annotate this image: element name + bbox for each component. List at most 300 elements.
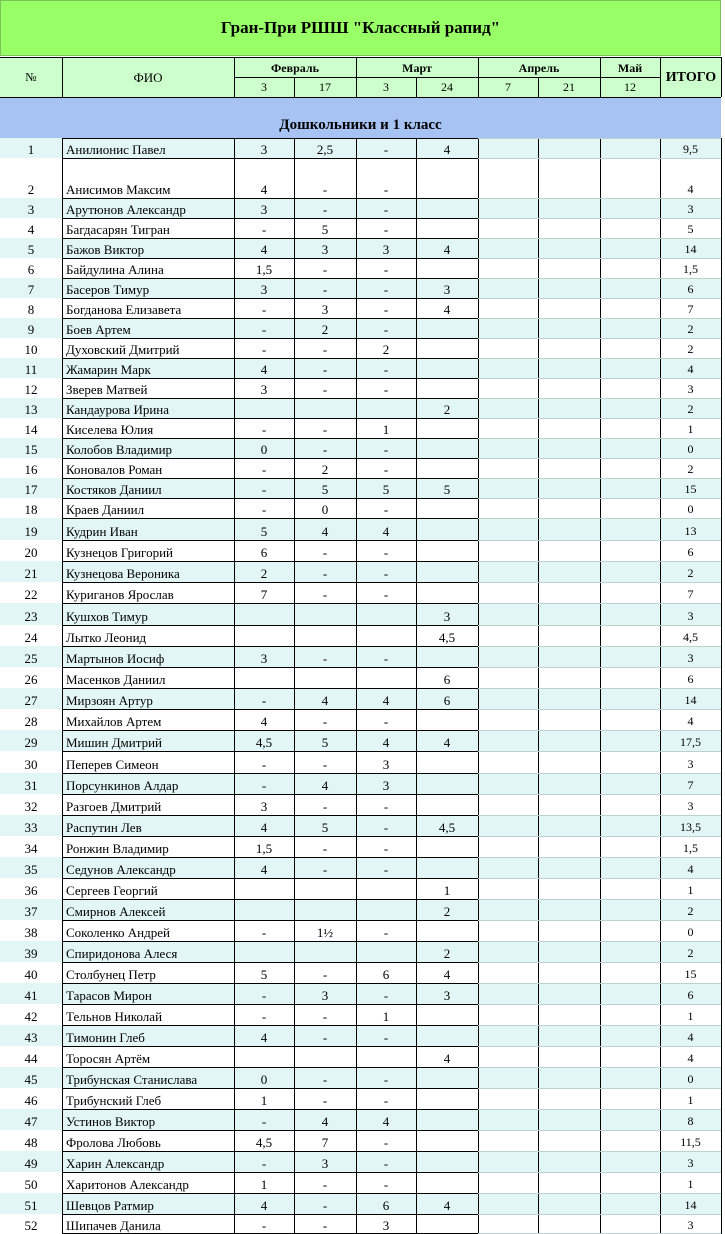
score-cell: -	[322, 1177, 328, 1192]
total-score: 3	[687, 1218, 694, 1232]
player-name: Соколенко Андрей	[66, 925, 170, 940]
score-cell: -	[261, 1009, 267, 1024]
score-cell: -	[383, 1177, 389, 1192]
total-score: 0	[687, 925, 694, 939]
table-row	[0, 836, 721, 857]
total-score: 4	[687, 182, 694, 196]
grid-line	[478, 709, 721, 710]
score-cell: 1	[443, 883, 451, 898]
grid-line	[478, 941, 721, 942]
total-score: 2	[687, 322, 694, 336]
player-name: Разгоев Дмитрий	[66, 799, 162, 814]
player-name: Краев Даниил	[66, 502, 145, 517]
total-score: 4	[687, 362, 694, 376]
score-cell: 4	[321, 693, 329, 708]
table-row	[0, 815, 721, 836]
score-cell: -	[261, 502, 267, 517]
table-row	[0, 1130, 721, 1151]
grid-line	[62, 238, 478, 239]
player-name: Куриганов Ярослав	[66, 587, 174, 602]
score-cell: 4	[321, 524, 329, 539]
grid-line	[721, 57, 722, 97]
score-cell: 1	[382, 422, 390, 437]
score-cell: 7	[321, 1135, 329, 1150]
score-cell: -	[322, 262, 328, 277]
row-number: 48	[24, 1135, 38, 1150]
score-cell: 5	[260, 967, 268, 982]
score-cell: 4	[382, 693, 390, 708]
total-score: 14	[684, 693, 697, 707]
row-number: 37	[24, 904, 38, 919]
grid-line	[62, 1025, 478, 1026]
score-cell: -	[383, 714, 389, 729]
score-cell: -	[383, 1156, 389, 1171]
total-score: 3	[687, 202, 694, 216]
player-name: Мишин Дмитрий	[66, 735, 162, 750]
grid-line	[62, 498, 478, 499]
grid-line	[478, 478, 721, 479]
table-row	[0, 358, 721, 378]
row-number: 51	[24, 1198, 38, 1213]
player-name: Жамарин Марк	[66, 362, 151, 377]
score-cell: -	[383, 202, 389, 217]
score-cell: 4,5	[438, 630, 456, 645]
score-cell: 6	[382, 1198, 390, 1213]
total-score: 2	[687, 566, 694, 580]
grid-line	[478, 358, 721, 359]
grid-line	[62, 1151, 478, 1152]
grid-line	[62, 138, 63, 1234]
grid-line	[62, 794, 478, 795]
table-row	[0, 398, 721, 418]
score-cell: 3	[321, 302, 329, 317]
score-cell: -	[322, 422, 328, 437]
total-score: 4	[687, 1030, 694, 1044]
table-row	[0, 478, 721, 498]
score-cell: -	[261, 342, 267, 357]
score-cell: 2	[382, 342, 390, 357]
row-number: 22	[24, 587, 38, 602]
total-score: 1	[687, 1009, 694, 1023]
table-row	[0, 646, 721, 667]
grid-line	[478, 603, 721, 604]
grid-line	[478, 338, 721, 339]
score-cell: -	[322, 382, 328, 397]
total-score: 1	[687, 1093, 694, 1107]
grid-line	[62, 1172, 478, 1173]
score-cell: -	[383, 1093, 389, 1108]
score-cell: 2	[321, 462, 329, 477]
grid-line	[62, 57, 63, 97]
player-name: Духовский Дмитрий	[66, 342, 180, 357]
grid-line	[62, 138, 478, 139]
total-score: 3	[687, 757, 694, 771]
header-date: 7	[505, 80, 511, 94]
table-row	[0, 418, 721, 438]
score-cell: -	[261, 925, 267, 940]
score-cell: 3	[382, 757, 390, 772]
header-date: 3	[261, 80, 267, 94]
score-cell: -	[383, 442, 389, 457]
score-cell: 4	[382, 1114, 390, 1129]
table-row	[0, 773, 721, 794]
grid-line	[478, 258, 721, 259]
total-score: 4	[687, 862, 694, 876]
total-score: 1	[687, 1177, 694, 1191]
grid-line	[62, 218, 478, 219]
player-name: Трибунская Станислава	[66, 1072, 198, 1087]
score-cell: -	[383, 988, 389, 1003]
player-name: Анисимов Максим	[66, 182, 171, 197]
grid-line	[62, 983, 478, 984]
row-number: 16	[24, 462, 38, 477]
grid-line	[478, 138, 479, 1234]
player-name: Киселева Юлия	[66, 422, 154, 437]
score-cell: -	[322, 1072, 328, 1087]
table-row	[0, 518, 721, 540]
grid-line	[478, 899, 721, 900]
score-cell: 3	[382, 778, 390, 793]
total-score: 6	[687, 282, 694, 296]
total-score: 15	[684, 967, 697, 981]
grid-line	[478, 561, 721, 562]
grid-line	[62, 962, 478, 963]
score-cell: -	[322, 545, 328, 560]
grid-line	[62, 158, 478, 159]
player-name: Шевцов Ратмир	[66, 1198, 154, 1213]
score-cell: -	[322, 1198, 328, 1213]
grid-line	[0, 57, 721, 58]
player-name: Смирнов Алексей	[66, 904, 166, 919]
score-cell: -	[383, 382, 389, 397]
grid-line	[721, 138, 722, 1234]
grid-line	[62, 899, 478, 900]
score-cell: 4	[443, 735, 451, 750]
row-number: 18	[24, 502, 38, 517]
player-name: Боев Артем	[66, 322, 131, 337]
total-score: 4	[687, 714, 694, 728]
row-number: 47	[24, 1114, 38, 1129]
score-cell: -	[383, 820, 389, 835]
grid-line	[62, 438, 478, 439]
grid-line	[62, 773, 478, 774]
grid-line	[478, 582, 721, 583]
score-cell: -	[383, 566, 389, 581]
score-cell: -	[383, 302, 389, 317]
player-name: Арутюнов Александр	[66, 202, 186, 217]
row-number: 15	[24, 442, 38, 457]
table-row	[0, 458, 721, 478]
row-number: 43	[24, 1030, 38, 1045]
score-cell: -	[261, 757, 267, 772]
grid-line	[478, 198, 721, 199]
table-row	[0, 941, 721, 962]
score-cell: 4	[260, 362, 268, 377]
row-number: 3	[27, 202, 35, 217]
grid-line	[478, 518, 721, 519]
grid-line	[62, 278, 478, 279]
score-cell: 3	[260, 202, 268, 217]
grid-line	[62, 878, 478, 879]
row-number: 39	[24, 946, 38, 961]
score-cell: -	[261, 302, 267, 317]
score-cell: 2	[443, 946, 451, 961]
score-cell: 3	[382, 242, 390, 257]
grid-line	[478, 278, 721, 279]
grid-line	[478, 751, 721, 752]
total-score: 7	[687, 302, 694, 316]
grid-line	[294, 138, 295, 1234]
score-cell: -	[322, 1009, 328, 1024]
score-cell: -	[261, 422, 267, 437]
score-cell: -	[322, 282, 328, 297]
grid-line	[294, 77, 295, 97]
score-cell: -	[322, 1093, 328, 1108]
table-row	[0, 1214, 721, 1234]
total-score: 6	[687, 988, 694, 1002]
score-cell: 4	[443, 242, 451, 257]
total-score: 0	[687, 1072, 694, 1086]
header-month-feb: Февраль	[271, 60, 319, 75]
score-cell: -	[383, 925, 389, 940]
grid-line	[62, 1193, 478, 1194]
score-cell: -	[383, 1072, 389, 1087]
score-cell: 5	[321, 820, 329, 835]
score-cell: 2	[443, 402, 451, 417]
score-cell: -	[383, 262, 389, 277]
score-cell: 4	[443, 967, 451, 982]
table-row	[0, 794, 721, 815]
grid-line	[62, 518, 478, 519]
score-cell: 5	[260, 524, 268, 539]
table-row	[0, 1004, 721, 1025]
grid-line	[478, 667, 721, 668]
score-cell: 4	[443, 302, 451, 317]
grid-line	[478, 646, 721, 647]
header-num: №	[25, 70, 37, 84]
grid-line	[478, 158, 721, 159]
table-row	[0, 318, 721, 338]
total-score: 17,5	[680, 735, 701, 749]
grid-line	[62, 730, 478, 731]
score-cell: -	[322, 342, 328, 357]
score-cell: -	[383, 462, 389, 477]
score-cell: -	[322, 566, 328, 581]
total-score: 1	[687, 883, 694, 897]
table-row	[0, 751, 721, 773]
player-name: Столбунец Петр	[66, 967, 156, 982]
row-number: 36	[24, 883, 38, 898]
total-score: 1	[687, 422, 694, 436]
grid-line	[62, 298, 478, 299]
player-name: Распутин Лев	[66, 820, 142, 835]
row-number: 4	[27, 222, 35, 237]
grid-line	[62, 1004, 478, 1005]
player-name: Бажов Виктор	[66, 242, 145, 257]
grid-line	[62, 857, 478, 858]
grid-line	[62, 646, 478, 647]
table-row	[0, 298, 721, 318]
grid-line	[478, 1214, 721, 1215]
grid-line	[416, 77, 417, 97]
player-name: Кандаурова Ирина	[66, 402, 170, 417]
grid-line	[478, 1109, 721, 1110]
player-name: Тимонин Глеб	[66, 1030, 145, 1045]
row-number: 23	[24, 609, 38, 624]
grid-line	[62, 920, 478, 921]
grid-line	[478, 815, 721, 816]
table-row	[0, 1109, 721, 1130]
row-number: 20	[24, 545, 38, 560]
score-cell: -	[383, 142, 389, 157]
score-cell: 2	[443, 904, 451, 919]
score-cell: -	[383, 799, 389, 814]
player-name: Спиридонова Алеся	[66, 946, 178, 961]
table-row	[0, 1172, 721, 1193]
table-row	[0, 378, 721, 398]
table-row	[0, 238, 721, 258]
score-cell: 4	[443, 142, 451, 157]
header-fio: ФИО	[133, 69, 163, 85]
grid-line	[62, 418, 478, 419]
total-score: 4	[687, 1051, 694, 1065]
row-number: 9	[27, 322, 35, 337]
score-cell: 4,5	[438, 820, 456, 835]
row-number: 29	[24, 735, 38, 750]
grid-line	[538, 138, 539, 1234]
total-score: 3	[687, 1156, 694, 1170]
score-cell: 6	[260, 545, 268, 560]
grid-line	[478, 730, 721, 731]
score-cell: 4	[321, 1114, 329, 1129]
total-score: 0	[687, 442, 694, 456]
score-cell: -	[261, 322, 267, 337]
score-cell: 4	[260, 862, 268, 877]
grid-line	[478, 218, 721, 219]
player-name: Байдулина Алина	[66, 262, 164, 277]
grid-line	[62, 478, 478, 479]
player-name: Тарасов Мирон	[66, 988, 152, 1003]
score-cell: -	[322, 1030, 328, 1045]
total-score: 13,5	[680, 820, 701, 834]
total-score: 4,5	[683, 630, 698, 644]
total-score: 11,5	[680, 1135, 701, 1149]
total-score: 1,5	[683, 841, 698, 855]
player-name: Фролова Любовь	[66, 1135, 161, 1150]
grid-line	[478, 398, 721, 399]
total-score: 2	[687, 342, 694, 356]
grid-line	[478, 498, 721, 499]
grid-line	[600, 138, 601, 1234]
grid-line	[478, 540, 721, 541]
grid-line	[478, 57, 479, 97]
player-name: Харитонов Александр	[66, 1177, 189, 1192]
grid-line	[478, 1130, 721, 1131]
score-cell: -	[383, 222, 389, 237]
grid-line	[478, 794, 721, 795]
grid-line	[478, 418, 721, 419]
grid-line	[62, 1046, 478, 1047]
table-row	[0, 1067, 721, 1088]
score-cell: 4	[260, 242, 268, 257]
table-row	[0, 158, 721, 198]
grid-line	[478, 962, 721, 963]
score-cell: 4	[443, 1198, 451, 1213]
score-cell: -	[322, 841, 328, 856]
table-row	[0, 1193, 721, 1214]
row-number: 2	[27, 182, 35, 197]
score-cell: -	[322, 714, 328, 729]
row-number: 41	[24, 988, 38, 1003]
grid-line	[478, 1193, 721, 1194]
score-cell: -	[261, 693, 267, 708]
player-name: Зверев Матвей	[66, 382, 148, 397]
grid-line	[478, 920, 721, 921]
grid-line	[660, 138, 661, 1234]
row-number: 25	[24, 651, 38, 666]
grid-line	[62, 582, 478, 583]
row-number: 40	[24, 967, 38, 982]
score-cell: -	[322, 362, 328, 377]
score-cell: 0	[321, 502, 329, 517]
score-cell: 3	[260, 651, 268, 666]
header-month-apr: Апрель	[518, 60, 560, 75]
grid-line	[62, 378, 478, 379]
score-cell: -	[383, 182, 389, 197]
score-cell: 4	[260, 714, 268, 729]
table-row	[0, 1151, 721, 1172]
row-number: 38	[24, 925, 38, 940]
header-date: 24	[441, 80, 453, 94]
total-score: 5	[687, 222, 694, 236]
grid-line	[478, 983, 721, 984]
player-name: Седунов Александр	[66, 862, 176, 877]
row-number: 44	[24, 1051, 38, 1066]
player-name: Шипачев Данила	[66, 1218, 161, 1233]
grid-line	[600, 57, 601, 97]
score-cell: -	[383, 841, 389, 856]
score-cell: -	[322, 651, 328, 666]
score-cell: -	[322, 799, 328, 814]
player-name: Устинов Виктор	[66, 1114, 156, 1129]
row-number: 31	[24, 778, 38, 793]
player-name: Пеперев Симеон	[66, 757, 159, 772]
header-total: ИТОГО	[665, 69, 717, 85]
score-cell: 4	[260, 1198, 268, 1213]
table-row	[0, 278, 721, 298]
player-name: Масенков Даниил	[66, 672, 166, 687]
total-score: 7	[687, 778, 694, 792]
total-score: 2	[687, 904, 694, 918]
row-number: 26	[24, 672, 38, 687]
score-cell: -	[322, 587, 328, 602]
grid-line	[234, 57, 235, 97]
score-cell: -	[383, 545, 389, 560]
grid-line	[660, 57, 661, 97]
table-row	[0, 138, 721, 158]
grid-line	[62, 540, 478, 541]
row-number: 49	[24, 1156, 38, 1171]
grid-line	[478, 378, 721, 379]
score-cell: 1½	[316, 925, 334, 940]
score-cell: 4	[443, 1051, 451, 1066]
player-name: Колобов Владимир	[66, 442, 173, 457]
score-cell: 3	[321, 988, 329, 1003]
score-cell: -	[383, 862, 389, 877]
row-number: 5	[27, 242, 35, 257]
row-number: 10	[24, 342, 38, 357]
player-name: Лытко Леонид	[66, 630, 147, 645]
